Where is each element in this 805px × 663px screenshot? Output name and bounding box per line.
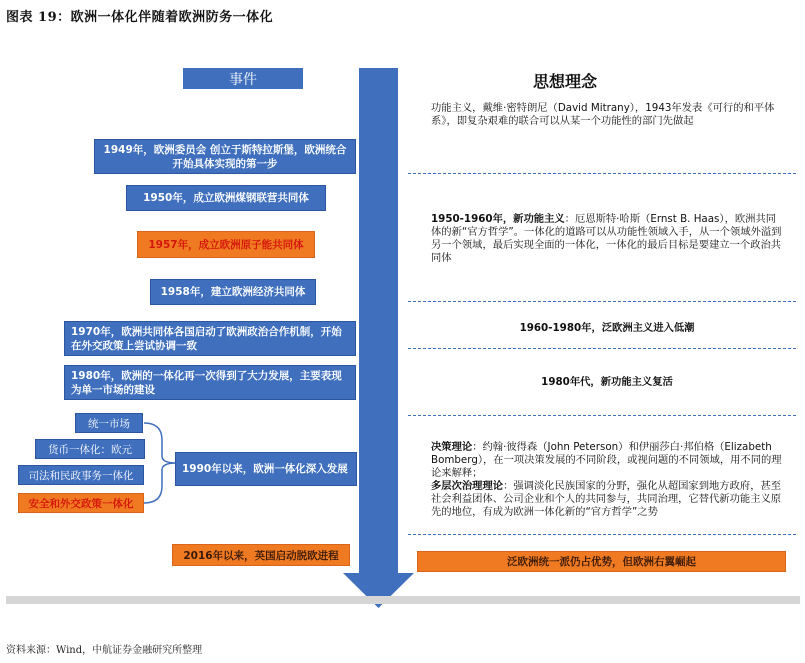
item-single-market: 统一市场 <box>75 413 143 433</box>
item-justice: 司法和民政事务一体化 <box>18 465 144 485</box>
thought-header: 思想理念 <box>532 72 597 91</box>
theory-decision-body: ：约翰·彼得森（John Peterson）和伊丽莎白·邦伯格（Elizabeth Bomberg），在一项决策发展的不同阶段，或视问题的不同领域，用不同的理论来解释； <box>431 441 782 479</box>
theory-neofunctionalism <box>431 213 783 265</box>
theory-decision <box>431 441 783 519</box>
theory-1960-1980: 1960-1980年，泛欧洲主义进入低潮 <box>519 322 695 334</box>
theory-1980s: 1980年代，新功能主义复活 <box>541 376 673 388</box>
theory-neofunctionalism-body: ：厄恩斯特·哈斯（Ernst B. Haas），欧洲共同体的新“官方哲学”。一体化的道路可以从功能性领域入手，从一个领域外溢到另一个领域，最后实现全面的一体化，一体化的最后目标是要建立一个政治共同体 <box>431 213 782 264</box>
divider-2 <box>408 301 796 302</box>
item-security: 安全和外交政策一体化 <box>18 493 144 513</box>
item-currency: 货币一体化：欧元 <box>35 439 145 459</box>
event-1950: 1950年，成立欧洲煤钢联营共同体 <box>126 185 326 211</box>
theory-multilevel-body: ：强调淡化民族国家的分野，强化从超国家到地方政府，甚至社会利益团体、公司企业和个人的共同参与，共同治理，它替代新功能主义原先的地位，有成为欧洲一体化新的“官方哲学”之势 <box>431 480 782 518</box>
event-1958: 1958年，建立欧洲经济共同体 <box>150 279 316 305</box>
theory-functionalism: 功能主义，戴维·密特朗尼（David Mitrany），1943年发表《可行的和平体系》，即复杂艰难的联合可以从某一个功能性的部门先做起 <box>431 102 775 127</box>
event-1949: 1949年，欧洲委员会 创立于斯特拉斯堡，欧洲统合开始具体实现的第一步 <box>94 139 356 174</box>
event-1990: 1990年以来，欧洲一体化深入发展 <box>175 452 357 486</box>
event-1970: 1970年，欧洲共同体各国启动了欧洲政治合作机制，开始在外交政策上尝试协调一致 <box>64 321 356 356</box>
theory-multilevel-head: 多层次治理理论 <box>431 480 504 492</box>
event-1980: 1980年，欧洲的一体化再一次得到了大力发展，主要表现为单一市场的建设 <box>64 365 356 400</box>
divider-3 <box>408 348 796 349</box>
figure-title: 图表 19：欧洲一体化伴随着欧洲防务一体化 <box>6 10 274 25</box>
event-1957: 1957年，成立欧洲原子能共同体 <box>137 231 315 258</box>
theory-current: 泛欧洲统一派仍占优势，但欧洲右翼崛起 <box>417 551 786 572</box>
event-2016: 2016年以来，英国启动脱欧进程 <box>172 544 350 566</box>
events-header: 事件 <box>183 68 303 89</box>
divider-5 <box>408 534 796 535</box>
divider-4 <box>408 415 796 416</box>
theory-decision-head: 决策理论 <box>431 441 473 453</box>
bottom-bar <box>6 596 800 604</box>
source-note: 资料来源：Wind，中航证券金融研究所整理 <box>6 645 203 656</box>
divider-1 <box>408 173 796 174</box>
theory-neofunctionalism-head: 1950-1960年，新功能主义 <box>431 213 565 225</box>
